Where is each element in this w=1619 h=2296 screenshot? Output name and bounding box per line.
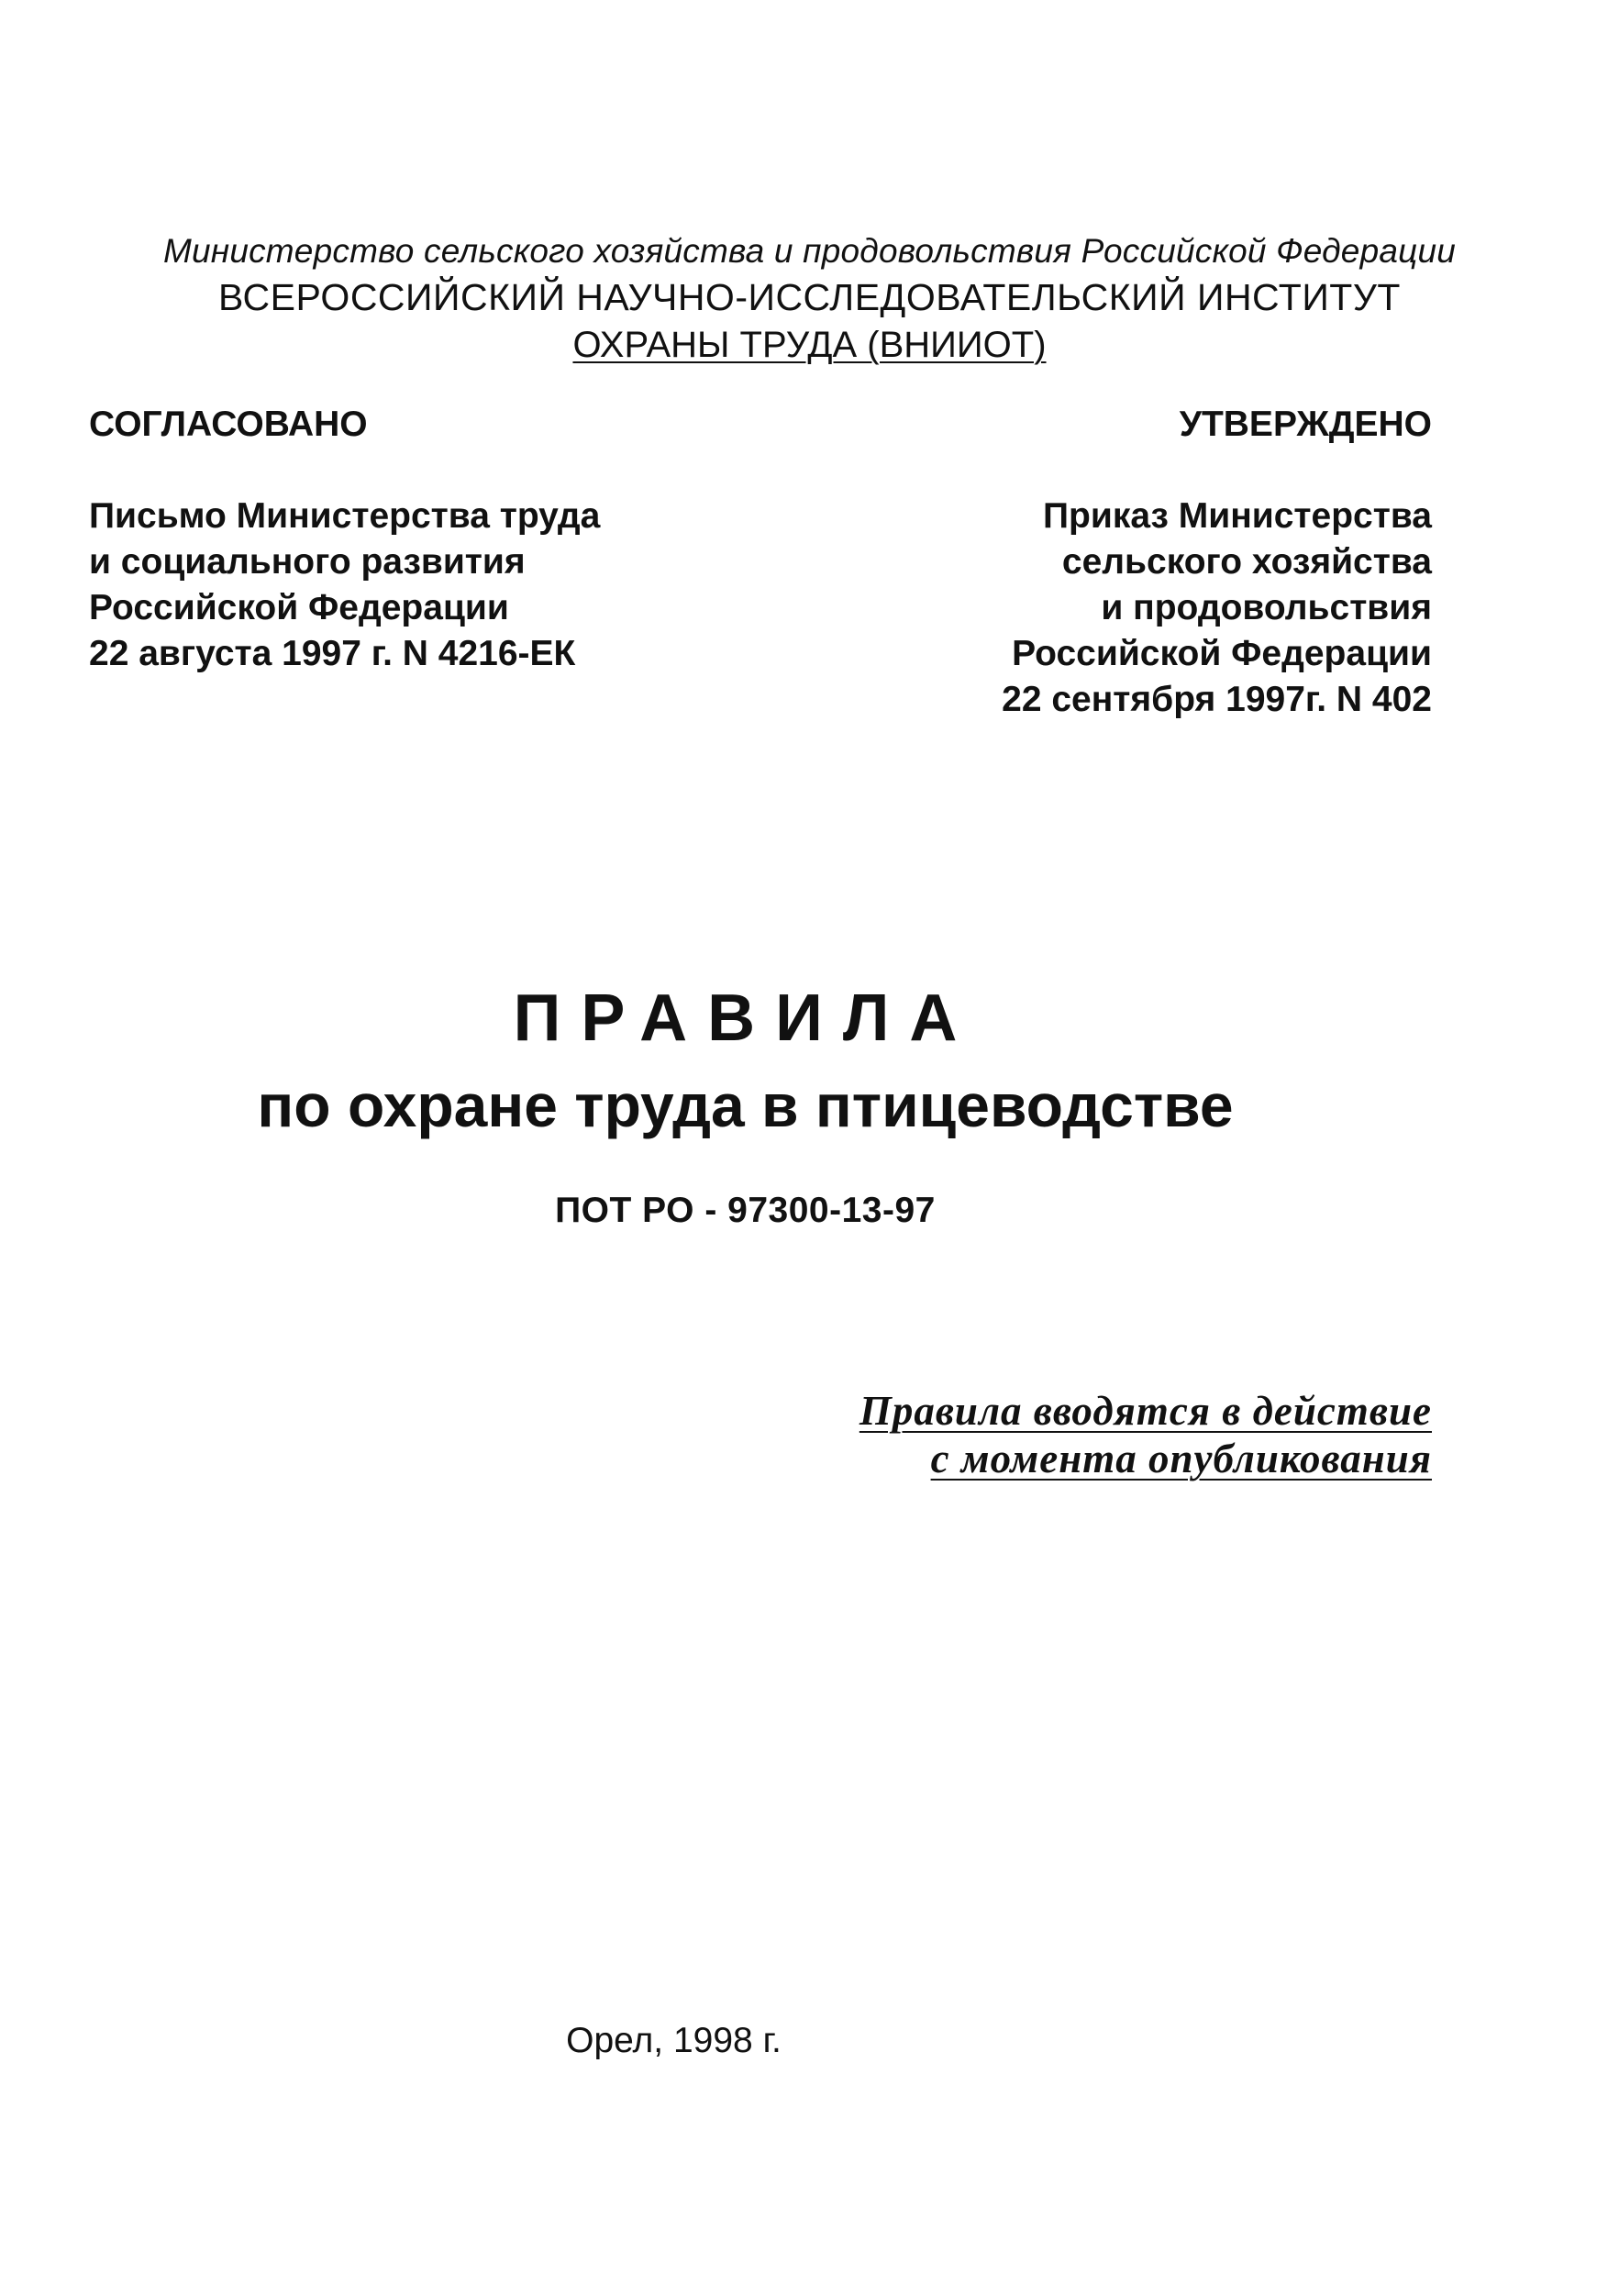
document-subtitle: по охране труда в птицеводстве [257, 1071, 1234, 1139]
approved-line: и продовольствия [1101, 588, 1432, 627]
agreed-line: и социального развития [89, 542, 526, 582]
effective-line: с момента опубликования [930, 1436, 1432, 1481]
document-header [0, 229, 1619, 369]
effective-note [606, 1387, 1432, 1482]
document-code: ПОТ РО - 97300-13-97 [555, 1191, 936, 1230]
institute-name-continued: ОХРАНЫ ТРУДА (ВНИИОТ) [572, 325, 1047, 365]
institute-name: ВСЕРОССИЙСКИЙ НАУЧНО-ИССЛЕДОВАТЕЛЬСКИЙ ИНСТИТУТ [218, 276, 1401, 318]
agreed-line: 22 августа 1997 г. N 4216-ЕК [89, 634, 576, 673]
approved-line: Приказ Министерства [1043, 496, 1432, 536]
effective-line: Правила вводятся в действие [859, 1388, 1432, 1434]
document-title: ПРАВИЛА [513, 982, 978, 1055]
approved-line: сельского хозяйства [1061, 542, 1432, 582]
agreed-heading: СОГЛАСОВАНО [89, 405, 368, 444]
approved-heading: УТВЕРЖДЕНО [1179, 405, 1432, 444]
approved-line: 22 сентября 1997г. N 402 [1002, 680, 1432, 719]
ministry-name: Министерство сельского хозяйства и продовольствия Российской Федерации [162, 232, 1457, 270]
agreed-block [89, 402, 749, 677]
place-year: Орел, 1998 г. [566, 2021, 782, 2060]
approved-line: Российской Федерации [1012, 634, 1432, 673]
agreed-line: Российской Федерации [89, 588, 509, 627]
title-block [0, 977, 1619, 1234]
approved-block [771, 402, 1432, 723]
agreed-line: Письмо Министерства труда [89, 496, 601, 536]
